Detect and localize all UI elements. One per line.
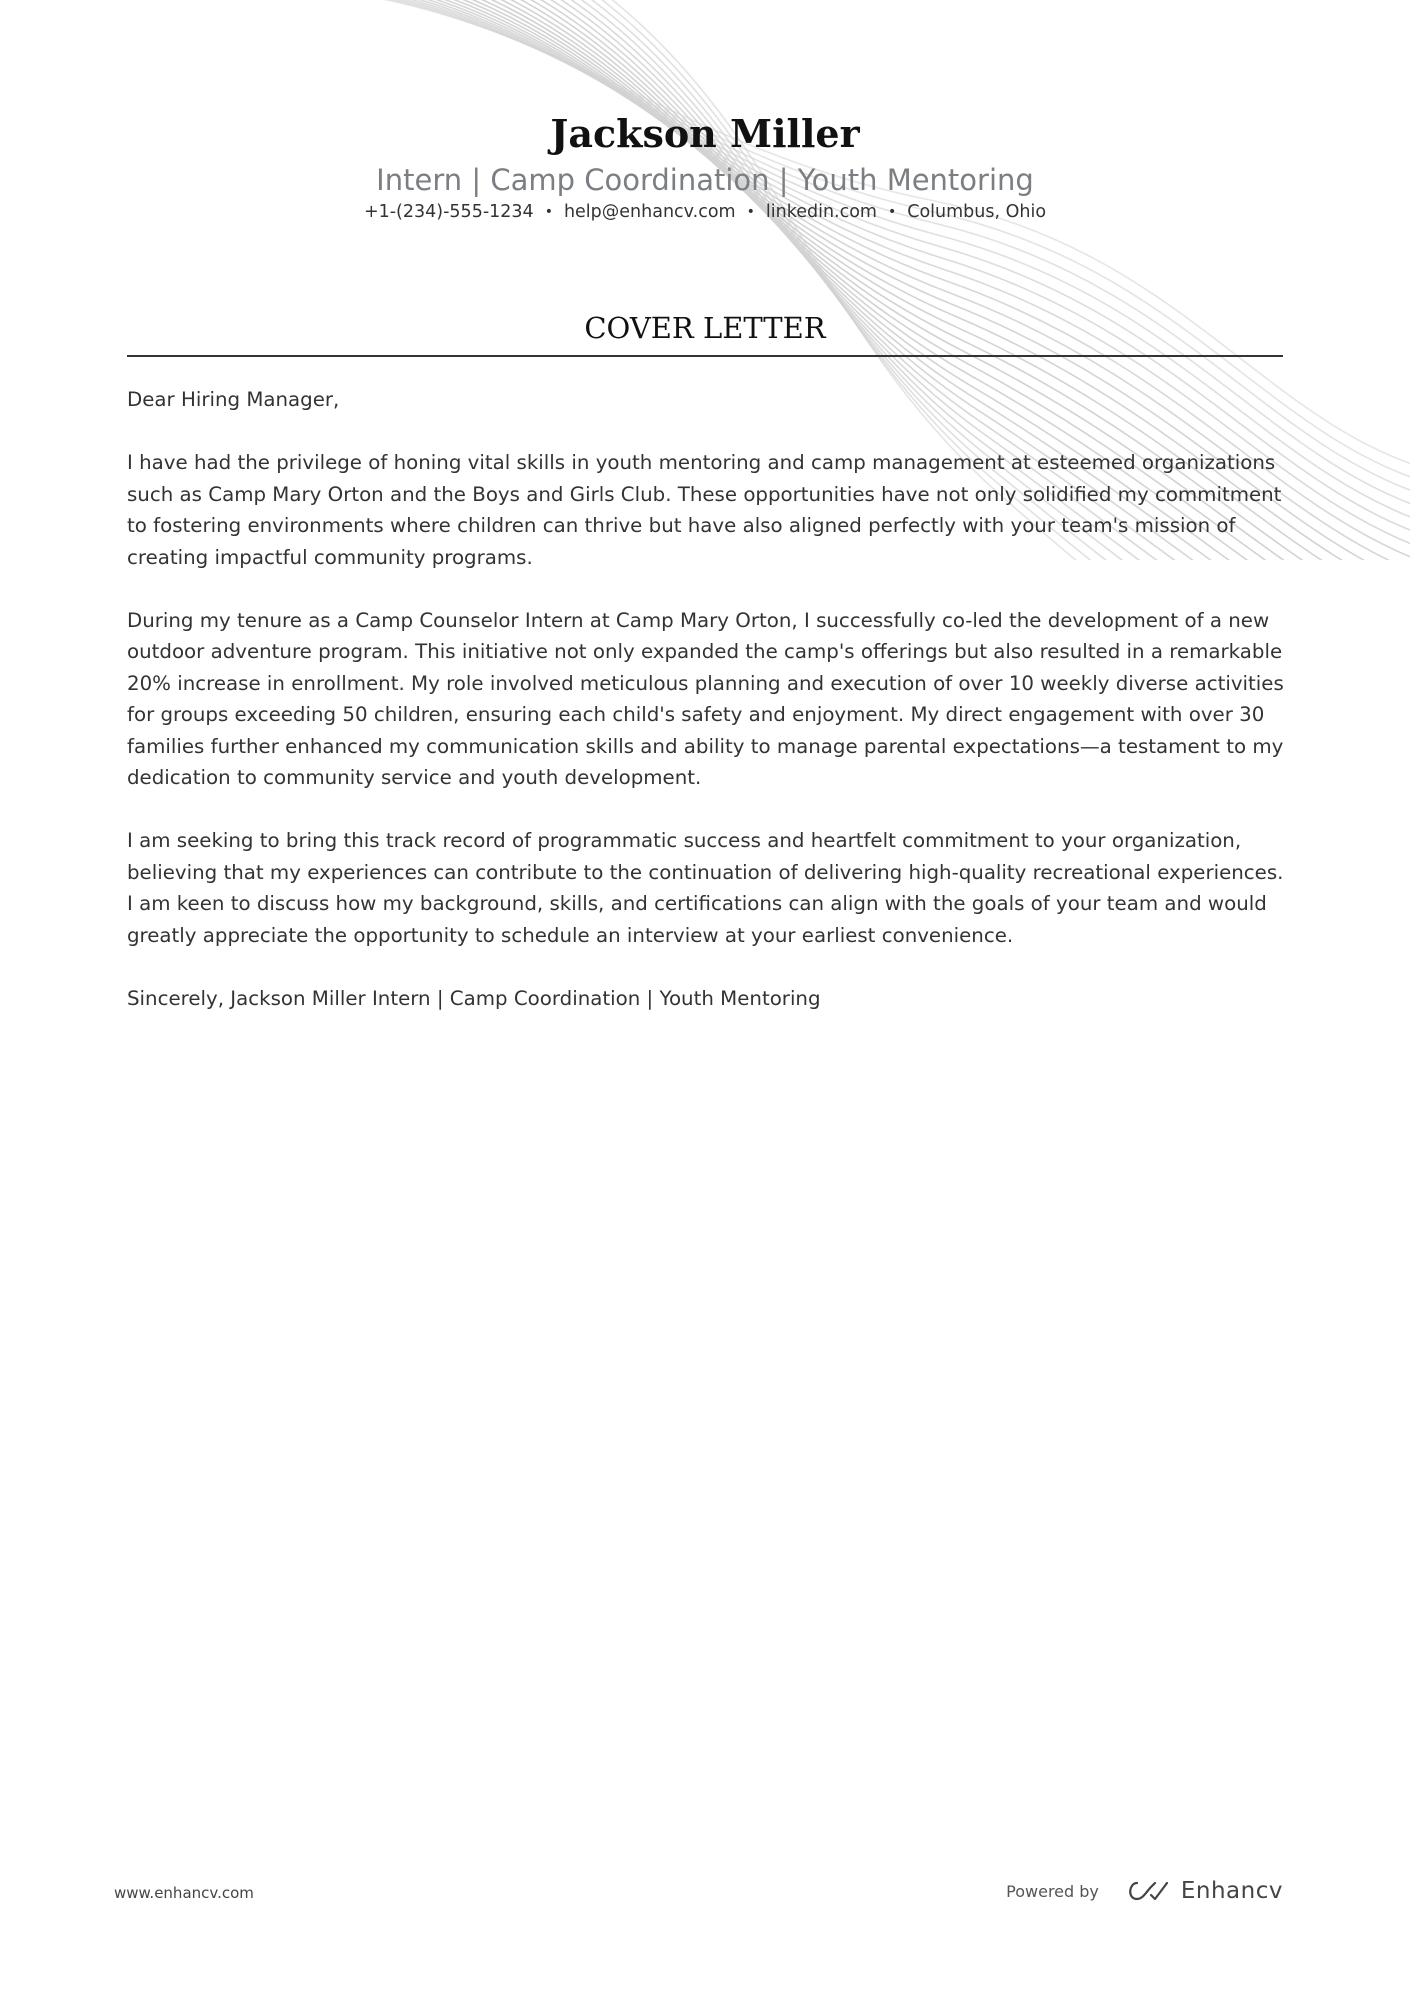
powered-by-label: Powered by [1006,1881,1099,1901]
section-divider [127,355,1283,357]
email-link[interactable]: help@enhancv.com [563,202,736,222]
letter-paragraph: During my tenure as a Camp Counselor Intern at Camp Mary Orton, I successfully co-led the development of a new outdoor adventure program. This initiative not only expanded the camp's offerings but also resulted in a remarkable 20% increase in enrollment. My role involved meticulous planning and execution of over 10 weekly diverse activities for groups exceeding 50 children, ensuring each child's safety and enjoyment. My direct engagement with over 30 families further enhanced my communication skills and ability to manage parental expectations—a testament to my dedication to community service and youth development. [127,608,1284,789]
candidate-headline: Intern | Camp Coordination | Youth Mentoring [376,163,1034,197]
bullet-separator: • [746,204,755,220]
enhancv-logo[interactable] [1125,1878,1283,1904]
bullet-separator: • [887,204,897,220]
letter-closing: Sincerely, Jackson Miller Intern | Camp Coordination | Youth Mentoring [127,986,821,1010]
contact-line [0,200,1410,224]
brand-name: Enhancv [1180,1878,1283,1904]
footer-website-link[interactable]: www.enhancv.com [114,1884,254,1902]
letter-greeting: Dear Hiring Manager, [127,388,340,411]
header [0,110,1410,224]
candidate-name: Jackson Miller [550,111,860,156]
enhancv-logo-icon [1125,1879,1171,1903]
section-title: COVER LETTER [584,311,826,345]
location: Columbus, Ohio [907,202,1047,222]
letter-paragraph: I am seeking to bring this track record of programmatic success and heartfelt commitment to your organization, believing that my experiences can contribute to the continuation of delivering high-quality recreational experiences. I am keen to discuss how my background, skills, and certifications can align with the goals of your team and would greatly appreciate the opportunity to schedule an interview at your earliest convenience. [127,829,1284,947]
letter-body [127,384,1287,1046]
letter-paragraph: I have had the privilege of honing vital skills in youth mentoring and camp management at esteemed organizations such as Camp Mary Orton and the Boys and Girls Club. These opportunities have not only solidified my commitment to fostering environments where children can thrive but have also aligned perfectly with your team's mission of creating impactful community programs. [127,451,1282,569]
linkedin-link[interactable]: linkedin.com [765,202,877,222]
footer-branding [1006,1878,1283,1904]
bullet-separator: • [544,204,553,220]
phone: +1-(234)-555-1234 [363,202,534,222]
